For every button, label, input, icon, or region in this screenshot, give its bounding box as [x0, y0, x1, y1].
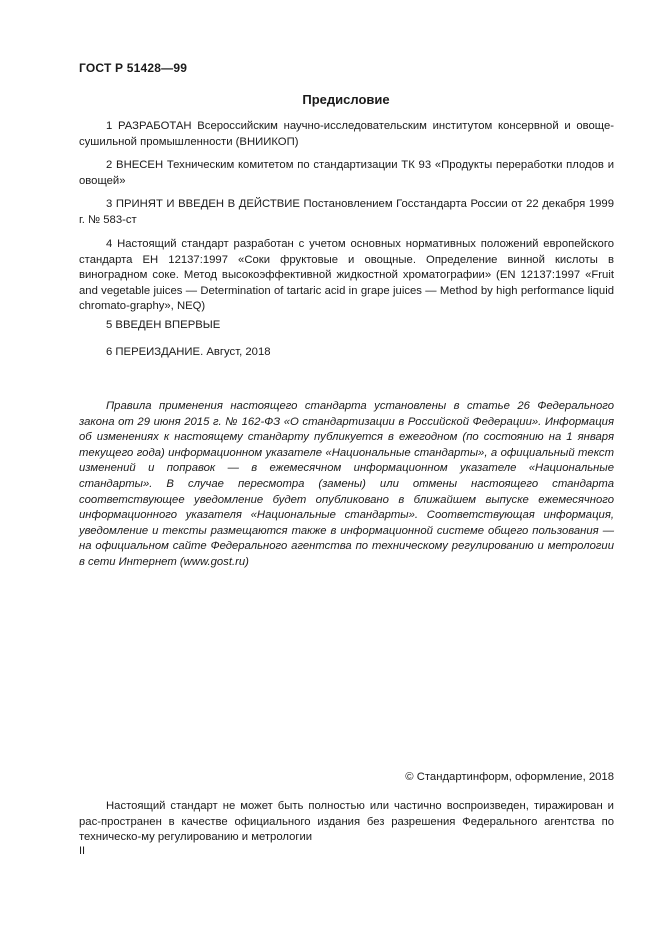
application-rules-note: Правила применения настоящего стандарта установлены в статье 26 Федерального закона от 29 июня 2015 г. № 162-ФЗ «О стандартизации в Российской Федерации». Информация об изменениях к настоящему стандарту публикуется в ежегодном (по состоянию на 1 января текущего года) информационном указателе «Национальные стандарты», а официальный текст изменений и поправок — в ежемесячном информационном указателе «Национальные стандарты». В случае пересмотра (замены) или отмены настоящего стандарта соответствующее уведомление будет опубликовано в ближайшем выпуске ежемесячного информационного указателя «Национальные стандарты». Соответствующая информация, уведомление и тексты размещаются также в информационной системе общего пользования — на официальном сайте Федерального агентства по техническому регулированию и метрологии в сети Интернет (www.gost.ru) — [79, 400, 614, 568]
foreword-item-introduced: 2 ВНЕСЕН Техническим комитетом по стандартизации ТК 93 «Продукты переработки плодов и овощей» — [79, 159, 614, 187]
copyright-line: © Стандартинформ, оформление, 2018 — [405, 771, 614, 783]
foreword-item-basis: 4 Настоящий стандарт разработан с учетом основных нормативных положений европейского стандарта ЕН 12137:1997 «Соки фруктовые и овощные. Определение винной кислоты в виноградном соке. Метод высокоэффективной жидкостной хроматографии» (EN 12137:1997 «Fruit and vegetable juices — Determination of tartaric acid in grape juices — Method by high performance liquid chromato-graphy», NEQ) — [79, 238, 614, 313]
foreword-item-reissue: 6 ПЕРЕИЗДАНИЕ. Август, 2018 — [106, 346, 271, 358]
foreword-item-first-introduced: 5 ВВЕДЕН ВПЕРВЫЕ — [106, 319, 221, 331]
page-number: II — [79, 845, 86, 857]
standard-code: ГОСТ Р 51428—99 — [79, 61, 188, 75]
foreword-item-developed: 1 РАЗРАБОТАН Всероссийским научно-исследовательским институтом консервной и овоще-сушильной промышленности (ВНИИКОП) — [79, 120, 614, 148]
foreword-title: Предисловие — [302, 92, 390, 107]
foreword-item-adopted: 3 ПРИНЯТ И ВВЕДЕН В ДЕЙСТВИЕ Постановлением Госстандарта России от 22 декабря 1999 г. № 583-ст — [79, 198, 614, 226]
reproduction-notice: Настоящий стандарт не может быть полностью или частично воспроизведен, тиражирован и рас-пространен в качестве официального издания без разрешения Федерального агентства по техническо-му регулированию и метрологии — [79, 800, 614, 844]
